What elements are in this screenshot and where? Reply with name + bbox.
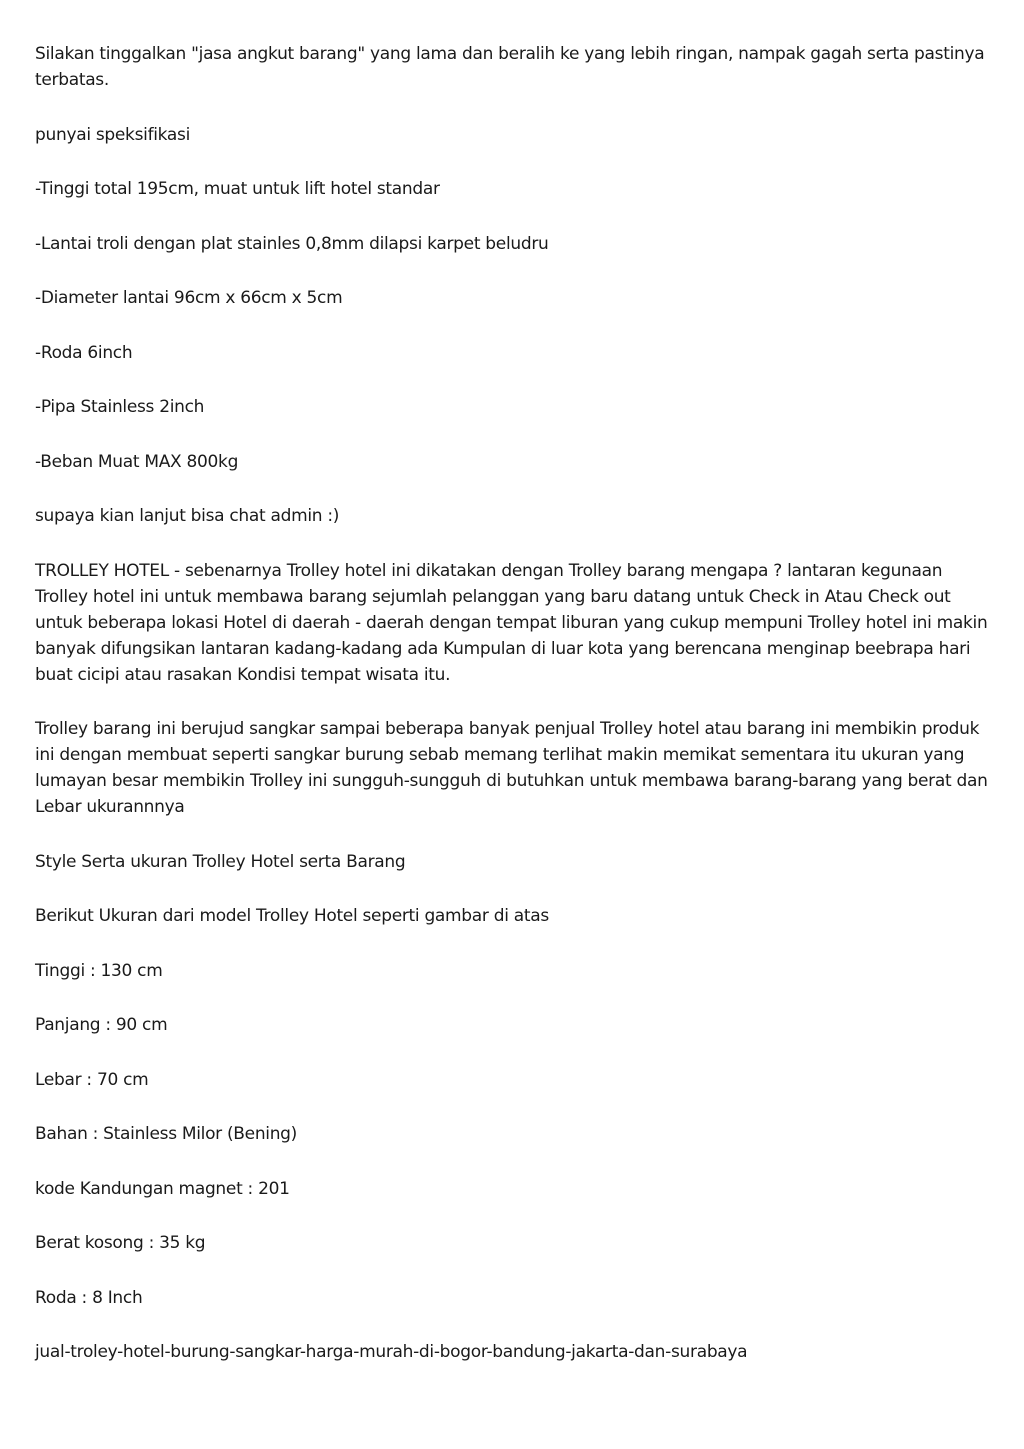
spec-item-floor: -Lantai troli dengan plat stainles 0,8mm dilapsi karpet beludru	[35, 233, 549, 254]
size-empty-weight: Berat kosong : 35 kg	[35, 1233, 206, 1253]
trolley-cage-paragraph: Trolley barang ini berujud sangkar sampai beberapa banyak penjual Trolley hotel atau barang ini membikin produk ini dengan membuat seperti sangkar burung sebab memang terlihat makin memikat sementara itu ukuran yang lumayan besar membikin Trolley ini sungguh-sungguh di butuhkan untuk membawa barang-barang yang berat dan Lebar ukurannnya	[35, 719, 988, 817]
spec-heading: punyai speksifikasi	[35, 124, 191, 145]
trolley-hotel-paragraph: TROLLEY HOTEL - sebenarnya Trolley hotel ini dikatakan dengan Trolley barang mengapa ? lantaran kegunaan Trolley hotel ini untuk membawa barang sejumlah pelanggan yang baru datang untuk Check in Atau Check out untuk beberapa lokasi Hotel di daerah - daerah dengan tempat liburan yang cukup mempuni Trolley hotel ini makin banyak difungsikan lantaran kadang-kadang ada Kumpulan di luar kota yang berencana menginap beebrapa hari buat cicipi atau rasakan Kondisi tempat wisata itu.	[35, 560, 988, 685]
contact-note: supaya kian lanjut bisa chat admin :)	[35, 506, 340, 526]
spec-item-load: -Beban Muat MAX 800kg	[35, 451, 239, 472]
size-intro: Berikut Ukuran dari model Trolley Hotel seperti gambar di atas	[35, 906, 549, 926]
size-wheel: Roda : 8 Inch	[35, 1287, 143, 1308]
spec-item-height: -Tinggi total 195cm, muat untuk lift hotel standar	[35, 179, 440, 199]
style-size-heading: Style Serta ukuran Trolley Hotel serta Barang	[35, 851, 406, 872]
spec-item-pipe: -Pipa Stainless 2inch	[35, 397, 205, 417]
size-height: Tinggi : 130 cm	[35, 960, 163, 981]
size-length: Panjang : 90 cm	[35, 1015, 168, 1035]
intro-paragraph: Silakan tinggalkan "jasa angkut barang" yang lama dan beralih ke yang lebih ringan, nampak gagah serta pastinya terbatas.	[35, 44, 985, 90]
spec-item-wheel: -Roda 6inch	[35, 342, 133, 363]
document-body	[35, 41, 990, 1394]
slug-text: jual-troley-hotel-burung-sangkar-harga-murah-di-bogor-bandung-jakarta-dan-surabaya	[35, 1342, 748, 1362]
spec-item-diameter: -Diameter lantai 96cm x 66cm x 5cm	[35, 288, 343, 308]
size-material: Bahan : Stainless Milor (Bening)	[35, 1124, 298, 1144]
size-magnet-code: kode Kandungan magnet : 201	[35, 1178, 290, 1199]
size-width: Lebar : 70 cm	[35, 1069, 149, 1090]
